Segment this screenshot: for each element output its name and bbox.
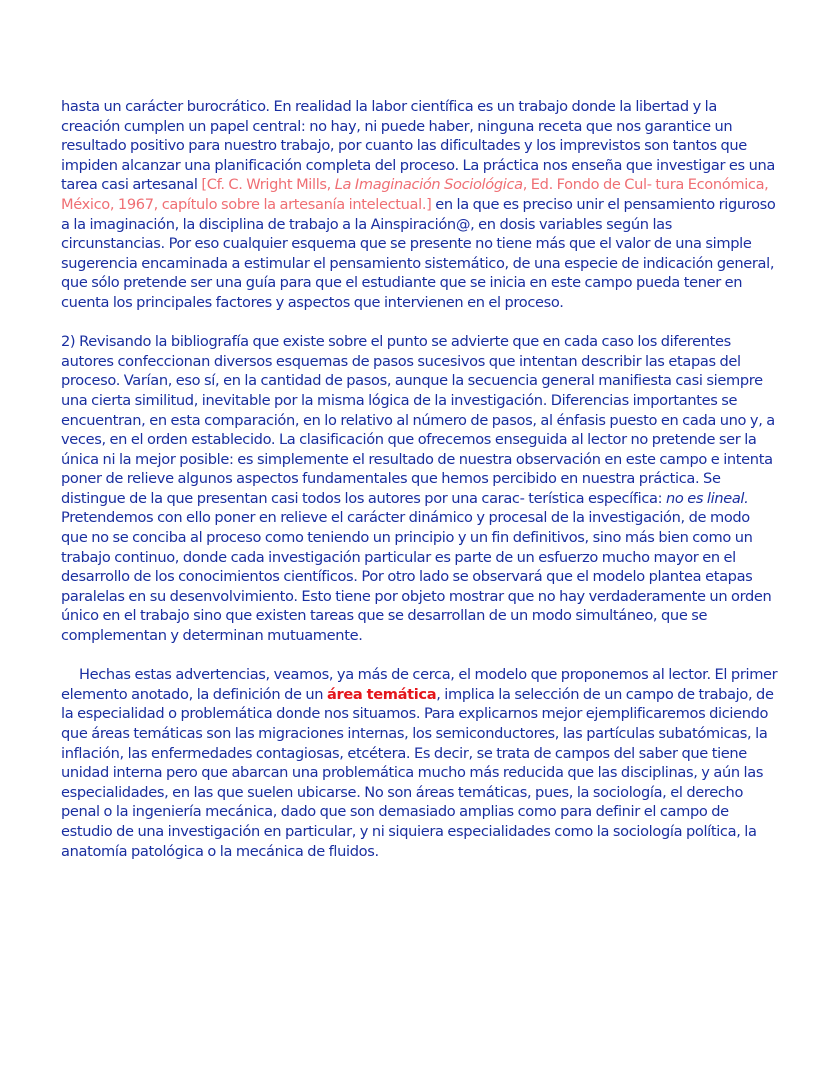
citation-prefix: [Cf. C. Wright Mills, <box>201 176 335 194</box>
paragraph-3-text-b: , implica la selección de un campo de trabajo, de la especialidad o problemática donde nos situamos. Para explicarnos mejor ejemplificaremos diciendo que áreas temáticas son las migraciones internas, los semiconductores, las partículas subatómicas, la inflación, las enfermedades contagiosas, etcétera. Es decir, se trata de campos del saber que tiene unidad interna pero que abarcan una problemática mucho más reducida que las disciplinas, y aún las especialidades, en las que suelen ubicarse. No son áreas temáticas, pues, la sociología, el derecho penal o la ingeniería mecánica, dado que son demasiado amplias como para definir el campo de estudio de una investigación en particular, y ni siquiera especialidades como la sociología política, la anatomía patológica o la mecánica de fluidos. <box>61 685 774 860</box>
emphasis-no-es-lineal: no es lineal. <box>665 489 749 507</box>
citation-suffix: , Ed. Fondo de Cul- tura Económica, México, 1967, capítulo sobre la artesanía intelectual.] <box>61 176 769 213</box>
highlight-area-tematica: área temática <box>327 685 437 703</box>
paragraph-3 <box>61 665 779 861</box>
paragraph-1-text-a: hasta un carácter burocrático. En realidad la labor científica es un trabajo donde la libertad y la creación cumplen un papel central: no hay, ni puede haber, ninguna receta que nos garantice un resultado positivo para nuestro trabajo, por cuanto las dificultades y los imprevistos son tantos que impiden alcanzar una planificación completa del proceso. La práctica nos enseña que investigar es una tarea casi artesanal <box>61 98 775 194</box>
citation-book-title: La Imaginación Sociológica <box>334 176 523 194</box>
paragraph-2 <box>61 332 779 646</box>
paragraph-2-text-a: 2) Revisando la bibliografía que existe sobre el punto se advierte que en cada caso los diferentes autores confeccionan diversos esquemas de pasos sucesivos que intentan describir las etapas del proceso. Varían, eso sí, en la cantidad de pasos, aunque la secuencia general manifiesta casi siempre una cierta similitud, inevitable por la misma lógica de la investigación. Diferencias importantes se encuentran, en esta comparación, en lo relativo al número de pasos, al énfasis puesto en cada uno y, a veces, en el orden establecido. La clasificación que ofrecemos enseguida al lector no pretende ser la única ni la mejor posible: es simplemente el resultado de nuestra observación en este campo e intenta poner de relieve algunos aspectos fundamentales que hemos percibido en nuestra práctica. Se distingue de la que presentan casi todos los autores por una carac- terística específica: <box>61 333 775 507</box>
paragraph-3-text-a: Hechas estas advertencias, veamos, ya más de cerca, el modelo que proponemos al lector. El primer elemento anotado, la definición de un <box>61 666 778 703</box>
paragraph-1 <box>61 97 779 313</box>
paragraph-2-text-b: Pretendemos con ello poner en relieve el carácter dinámico y procesal de la investigación, de modo que no se conciba al proceso como teniendo un principio y un fin definitivos, sino más bien como un trabajo continuo, donde cada investigación particular es parte de un esfuerzo mucho mayor en el desarrollo de los conocimientos científicos. Por otro lado se observará que el modelo plantea etapas paralelas en su desenvolvimiento. Esto tiene por objeto mostrar que no hay verdaderamente un orden único en el trabajo sino que existen tareas que se desarrollan de un modo simultáneo, que se complementan y determinan mutuamente. <box>61 509 772 645</box>
document-body <box>61 97 779 881</box>
paragraph-1-text-b: en la que es preciso unir el pensamiento riguroso a la imaginación, la disciplina de trabajo a la Ainspiración@, en dosis variables según las circunstancias. Por eso cualquier esquema que se presente no tiene más que el valor de una simple sugerencia encaminada a estimular el pensamiento sistemático, de una especie de indicación general, que sólo pretende ser una guía para que el estudiante que se inicia en este campo pueda tener en cuenta los principales factores y aspectos que intervienen en el proceso. <box>61 195 776 311</box>
